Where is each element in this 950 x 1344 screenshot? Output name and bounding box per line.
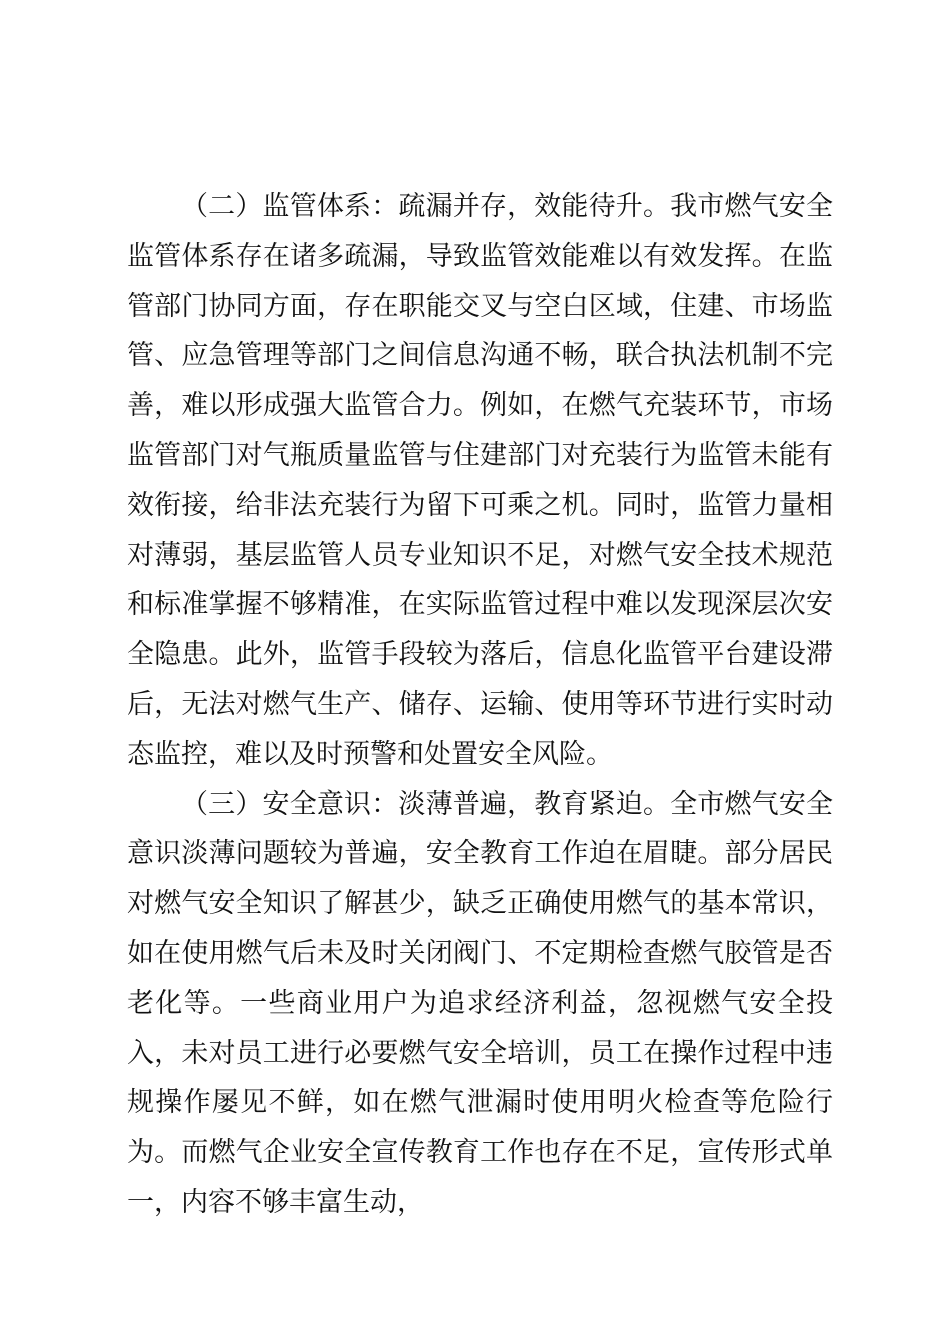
document-body [127,182,833,1228]
paragraph-safety-awareness: （三）安全意识：淡薄普遍，教育紧迫。全市燃气安全意识淡薄问题较为普遍，安全教育工作迫在眉睫。部分居民对燃气安全知识了解甚少，缺乏正确使用燃气的基本常识，如在使用燃气后未及时关闭阀门、不定期检查燃气胶管是否老化等。一些商业用户为追求经济利益，忽视燃气安全投入，未对员工进行必要燃气安全培训，员工在操作过程中违规操作屡见不鲜，如在燃气泄漏时使用明火检查等危险行为。而燃气企业安全宣传教育工作也存在不足，宣传形式单一，内容不够丰富生动， [127,788,833,1218]
paragraph-supervision-system: （二）监管体系：疏漏并存，效能待升。我市燃气安全监管体系存在诸多疏漏，导致监管效能难以有效发挥。在监管部门协同方面，存在职能交叉与空白区域，住建、市场监管、应急管理等部门之间信息沟通不畅，联合执法机制不完善，难以形成强大监管合力。例如，在燃气充装环节，市场监管部门对气瓶质量监管与住建部门对充装行为监管未能有效衔接，给非法充装行为留下可乘之机。同时，监管力量相对薄弱，基层监管人员专业知识不足，对燃气安全技术规范和标准掌握不够精准，在实际监管过程中难以发现深层次安全隐患。此外，监管手段较为落后，信息化监管平台建设滞后，无法对燃气生产、储存、运输、使用等环节进行实时动态监控，难以及时预警和处置安全风险。 [127,191,833,770]
